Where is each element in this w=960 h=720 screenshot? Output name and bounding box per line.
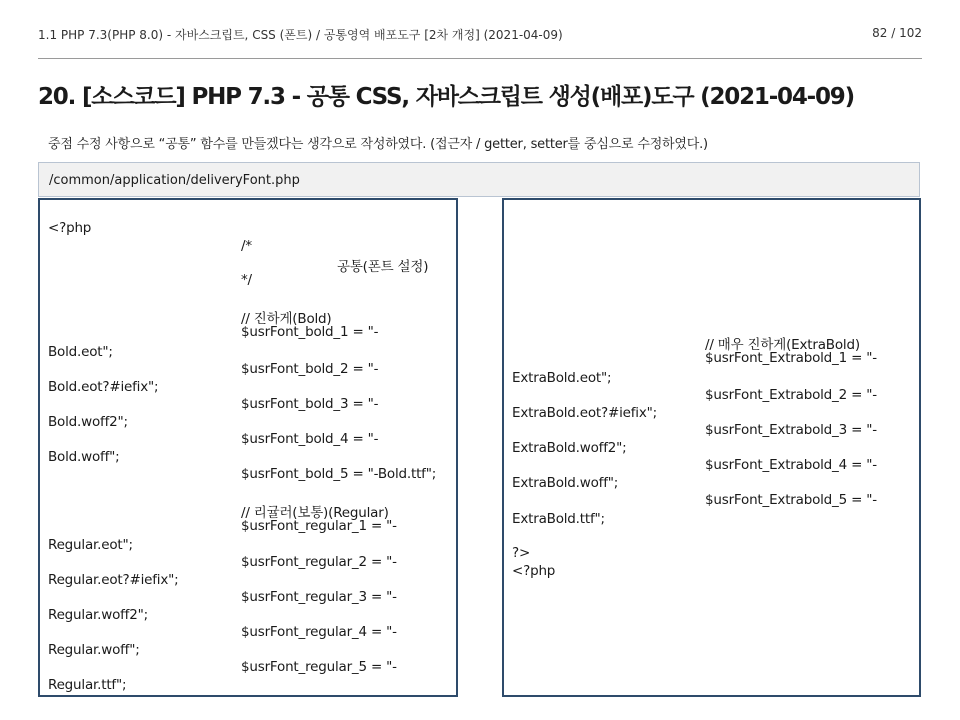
code-line: Regular.eot?#iefix";: [48, 572, 179, 588]
code-line: $usrFont_bold_4 = "-: [241, 431, 379, 447]
code-line: ExtraBold.eot";: [512, 370, 612, 386]
file-path: /common/application/deliveryFont.php: [49, 173, 300, 188]
code-line: $usrFont_Extrabold_3 = "-: [705, 422, 877, 438]
code-line: <?php: [48, 220, 92, 236]
code-line: Regular.woff2";: [48, 607, 148, 623]
section-title: 20. [소스코드] PHP 7.3 - 공통 CSS, 자바스크립트 생성(배포)도구 (2021-04-09): [38, 84, 854, 110]
code-line: // 매우 진하게(ExtraBold): [705, 337, 860, 353]
code-line: ExtraBold.eot?#iefix";: [512, 405, 658, 421]
page-header: [38, 26, 922, 59]
code-line: ExtraBold.woff2";: [512, 440, 627, 456]
code-line: Bold.woff2";: [48, 414, 128, 430]
code-line: $usrFont_regular_3 = "-: [241, 589, 397, 605]
code-line: */: [241, 272, 252, 288]
code-line: $usrFont_Extrabold_1 = "-: [705, 350, 877, 366]
code-line: $usrFont_regular_4 = "-: [241, 624, 397, 640]
left-code-panel: [38, 198, 458, 697]
code-line: $usrFont_Extrabold_4 = "-: [705, 457, 877, 473]
code-line: $usrFont_bold_3 = "-: [241, 396, 379, 412]
code-line: Bold.eot?#iefix";: [48, 379, 159, 395]
code-line: Bold.woff";: [48, 449, 120, 465]
code-line: Bold.eot";: [48, 344, 113, 360]
code-line: $usrFont_bold_1 = "-: [241, 324, 379, 340]
file-path-bar: [38, 162, 920, 197]
code-line: // 진하게(Bold): [241, 311, 332, 327]
code-line: 공통(폰트 설정): [337, 259, 429, 275]
code-line: /*: [241, 238, 252, 254]
code-line: $usrFont_regular_2 = "-: [241, 554, 397, 570]
code-line: $usrFont_regular_5 = "-: [241, 659, 397, 675]
code-line: // 리귤러(보통)(Regular): [241, 505, 389, 521]
code-line: $usrFont_bold_2 = "-: [241, 361, 379, 377]
code-line: ?>: [512, 545, 531, 561]
code-line: $usrFont_bold_5 = "-Bold.ttf";: [241, 466, 437, 482]
code-line: $usrFont_Extrabold_5 = "-: [705, 492, 877, 508]
code-line: ExtraBold.woff";: [512, 475, 619, 491]
code-line: <?php: [512, 563, 556, 579]
code-line: Regular.ttf";: [48, 677, 127, 693]
code-line: Regular.eot";: [48, 537, 133, 553]
right-code-panel: [502, 198, 921, 697]
page-number: 82 / 102: [872, 26, 922, 40]
code-line: ExtraBold.ttf";: [512, 511, 605, 527]
header-title: 1.1 PHP 7.3(PHP 8.0) - 자바스크립트, CSS (폰트) / 공통영역 배포도구 [2차 개정] (2021-04-09): [38, 28, 563, 42]
code-line: $usrFont_regular_1 = "-: [241, 518, 397, 534]
code-line: Regular.woff";: [48, 642, 140, 658]
intro-text: 중점 수정 사항으로 “공통” 함수를 만들겠다는 생각으로 작성하였다. (접근자 / getter, setter를 중심으로 수정하였다.): [48, 137, 708, 152]
code-line: $usrFont_Extrabold_2 = "-: [705, 387, 877, 403]
